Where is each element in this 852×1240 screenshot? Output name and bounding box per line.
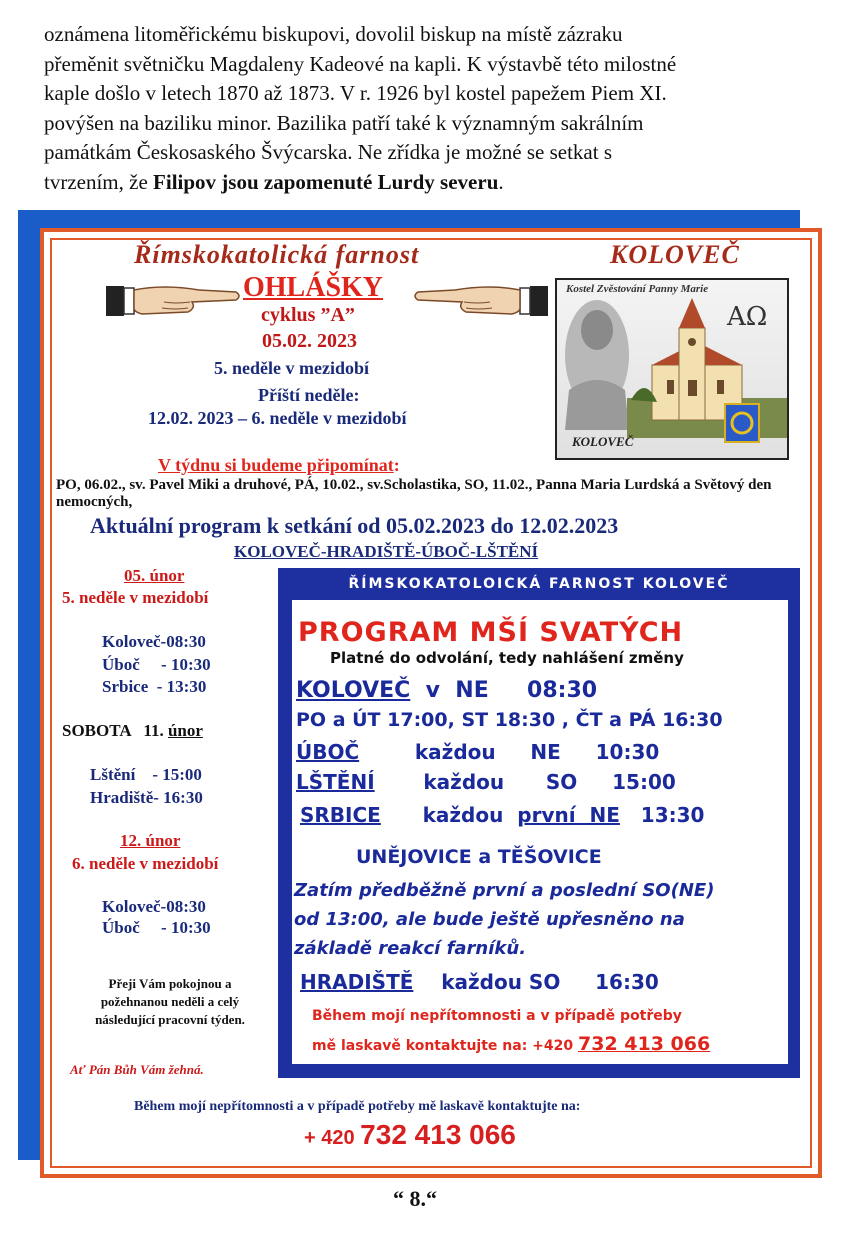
day2-row: Hradiště- 16:30: [90, 788, 203, 807]
page-number: “ 8.“: [393, 1186, 437, 1211]
uboc-time: každou NE 10:30: [359, 740, 660, 764]
sunday-name: 5. neděle v mezidobí: [214, 358, 369, 378]
weekday-row: PO a ÚT 17:00, ST 18:30 , ČT a PÁ 16:30: [296, 709, 723, 731]
next-sunday-value: 12.02. 2023 – 6. neděle v mezidobí: [148, 408, 407, 428]
day2-label: [62, 721, 203, 741]
announcements-title: OHLÁŠKY: [243, 272, 384, 303]
church-caption-bottom: KOLOVEČ: [572, 434, 634, 449]
announcement-date: 05.02. 2023: [262, 330, 357, 352]
footer-note: Během mojí nepřítomnosti a v případě potřeby mě laskavě kontaktujte na:: [134, 1099, 581, 1114]
kolovec-row: [296, 678, 597, 703]
intro-paragraph: [44, 20, 834, 197]
srbice-row: [300, 803, 704, 827]
uboc-row: [296, 740, 659, 764]
program-places: KOLOVEČ-HRADIŠTĚ-ÚBOČ-LŠTĚNÍ: [234, 542, 539, 561]
day1-row: Koloveč-08:30: [102, 632, 206, 651]
hradiste-place: HRADIŠTĚ: [300, 970, 414, 994]
program-title: Aktuální program k setkání od 05.02.2023 do 12.02.2023: [90, 513, 619, 538]
kolovec-place: KOLOVEČ: [296, 678, 411, 703]
unejovice-heading: UNĚJOVICE a TĚŠOVICE: [356, 846, 602, 868]
wish-text: [66, 975, 274, 1029]
phone-number: 732 413 066: [360, 1119, 516, 1150]
contact-text: mě laskavě kontaktujte na: +420: [312, 1038, 578, 1054]
intro-bold: Filipov jsou zapomenuté Lurdy severu: [153, 169, 499, 194]
wish-line: požehnanou neděli a celý: [100, 994, 240, 1009]
parish-title: Římskokatolická farnost: [134, 240, 420, 269]
day3-date: 12. únor: [120, 831, 181, 850]
contact-phone: 732 413 066: [578, 1033, 711, 1055]
mass-program-header: ŘÍMSKOKATOLOICKÁ FARNOST KOLOVEČ: [348, 576, 730, 592]
lsteni-row: [296, 770, 676, 794]
day1-name: 5. neděle v mezidobí: [62, 588, 209, 607]
week-commemorations: PO, 06.02., sv. Pavel Miki a druhové, PÁ, 10.02., sv.Scholastika, SO, 11.02., Panna Maria Lurdská a Světový den nemocných,: [56, 477, 772, 510]
day1-row: Srbice - 13:30: [102, 677, 207, 696]
intro-line: [44, 168, 834, 198]
srbice-every: každou: [380, 803, 518, 827]
phone-prefix: + 420: [304, 1127, 361, 1149]
srbice-place: SRBICE: [300, 803, 381, 827]
srbice-first: první NE: [517, 803, 620, 827]
day2-label-text: SOBOTA 11.: [62, 721, 168, 740]
day1-date: 05. únor: [124, 566, 185, 585]
intro-line: přeměnit světničku Magdaleny Kadeové na kapli. K výstavbě této milostné: [44, 51, 677, 76]
week-heading-colon: :: [393, 455, 400, 475]
footer-phone: [304, 1119, 516, 1151]
parish-town: KOLOVEČ: [610, 240, 740, 269]
intro-text: tvrzením, že: [44, 169, 154, 194]
blessing: Ať Pán Bůh Vám žehná.: [70, 1062, 204, 1077]
mass-program-subtitle: Platné do odvolání, tedy nahlášení změny: [330, 649, 684, 667]
unejovice-note-line: Zatím předběžně první a poslední SO(NE): [294, 880, 715, 901]
unejovice-note: [294, 876, 714, 963]
day3-row: Úboč - 10:30: [102, 918, 211, 937]
hradiste-row: [300, 970, 659, 994]
unejovice-note-line: základě reakcí farníků.: [294, 938, 527, 959]
church-caption-top: Kostel Zvěstování Panny Marie: [566, 283, 709, 295]
mass-program-title: PROGRAM MŠÍ SVATÝCH: [298, 617, 684, 648]
next-sunday-label: Příští neděle:: [258, 385, 360, 405]
pointing-hand-left-icon: [410, 278, 550, 322]
contact-line: Během mojí nepřítomnosti a v případě potřeby: [312, 1008, 682, 1024]
lsteni-place: LŠTĚNÍ: [296, 770, 375, 794]
day1-row: Úboč - 10:30: [102, 655, 211, 674]
mass-program-content: [292, 600, 788, 1064]
wish-line: Přeji Vám pokojnou a: [108, 976, 232, 991]
unejovice-note-line: od 13:00, ale bude ještě upřesněno na: [294, 909, 685, 930]
intro-line: povýšen na baziliku minor. Bazilika patří také k významným sakrálním: [44, 110, 644, 135]
kolovec-time: v NE 08:30: [410, 678, 598, 703]
day2-date: únor: [167, 721, 203, 740]
hradiste-time: každou SO 16:30: [413, 970, 659, 994]
day3-name: 6. neděle v mezidobí: [72, 854, 219, 873]
intro-line: památkám Českosaského Švýcarska. Ne zřídka je možné se setkat s: [44, 140, 612, 164]
lsteni-time: každou SO 15:00: [374, 770, 676, 794]
intro-line: oznámena litoměřickému biskupovi, dovolil biskup na místě zázraku: [44, 22, 623, 46]
pointing-hand-right-icon: [104, 278, 244, 322]
contact-phone-line: [312, 1033, 710, 1055]
intro-line: kaple došlo v letech 1870 až 1873. V r. 1926 byl kostel papežem Piem XI.: [44, 81, 667, 105]
srbice-time: 13:30: [619, 803, 705, 827]
intro-text: .: [498, 169, 504, 194]
day3-row: Koloveč-08:30: [102, 897, 206, 916]
uboc-place: ÚBOČ: [296, 740, 360, 764]
week-heading: [158, 455, 400, 476]
week-heading-text: V týdnu si budeme připomínat: [158, 455, 394, 475]
liturgical-cycle: cyklus ”A”: [261, 304, 355, 326]
wish-line: následující pracovní týden.: [95, 1012, 245, 1027]
day2-row: Lštění - 15:00: [90, 765, 202, 784]
alpha-omega-symbol: AΩ: [727, 302, 768, 332]
